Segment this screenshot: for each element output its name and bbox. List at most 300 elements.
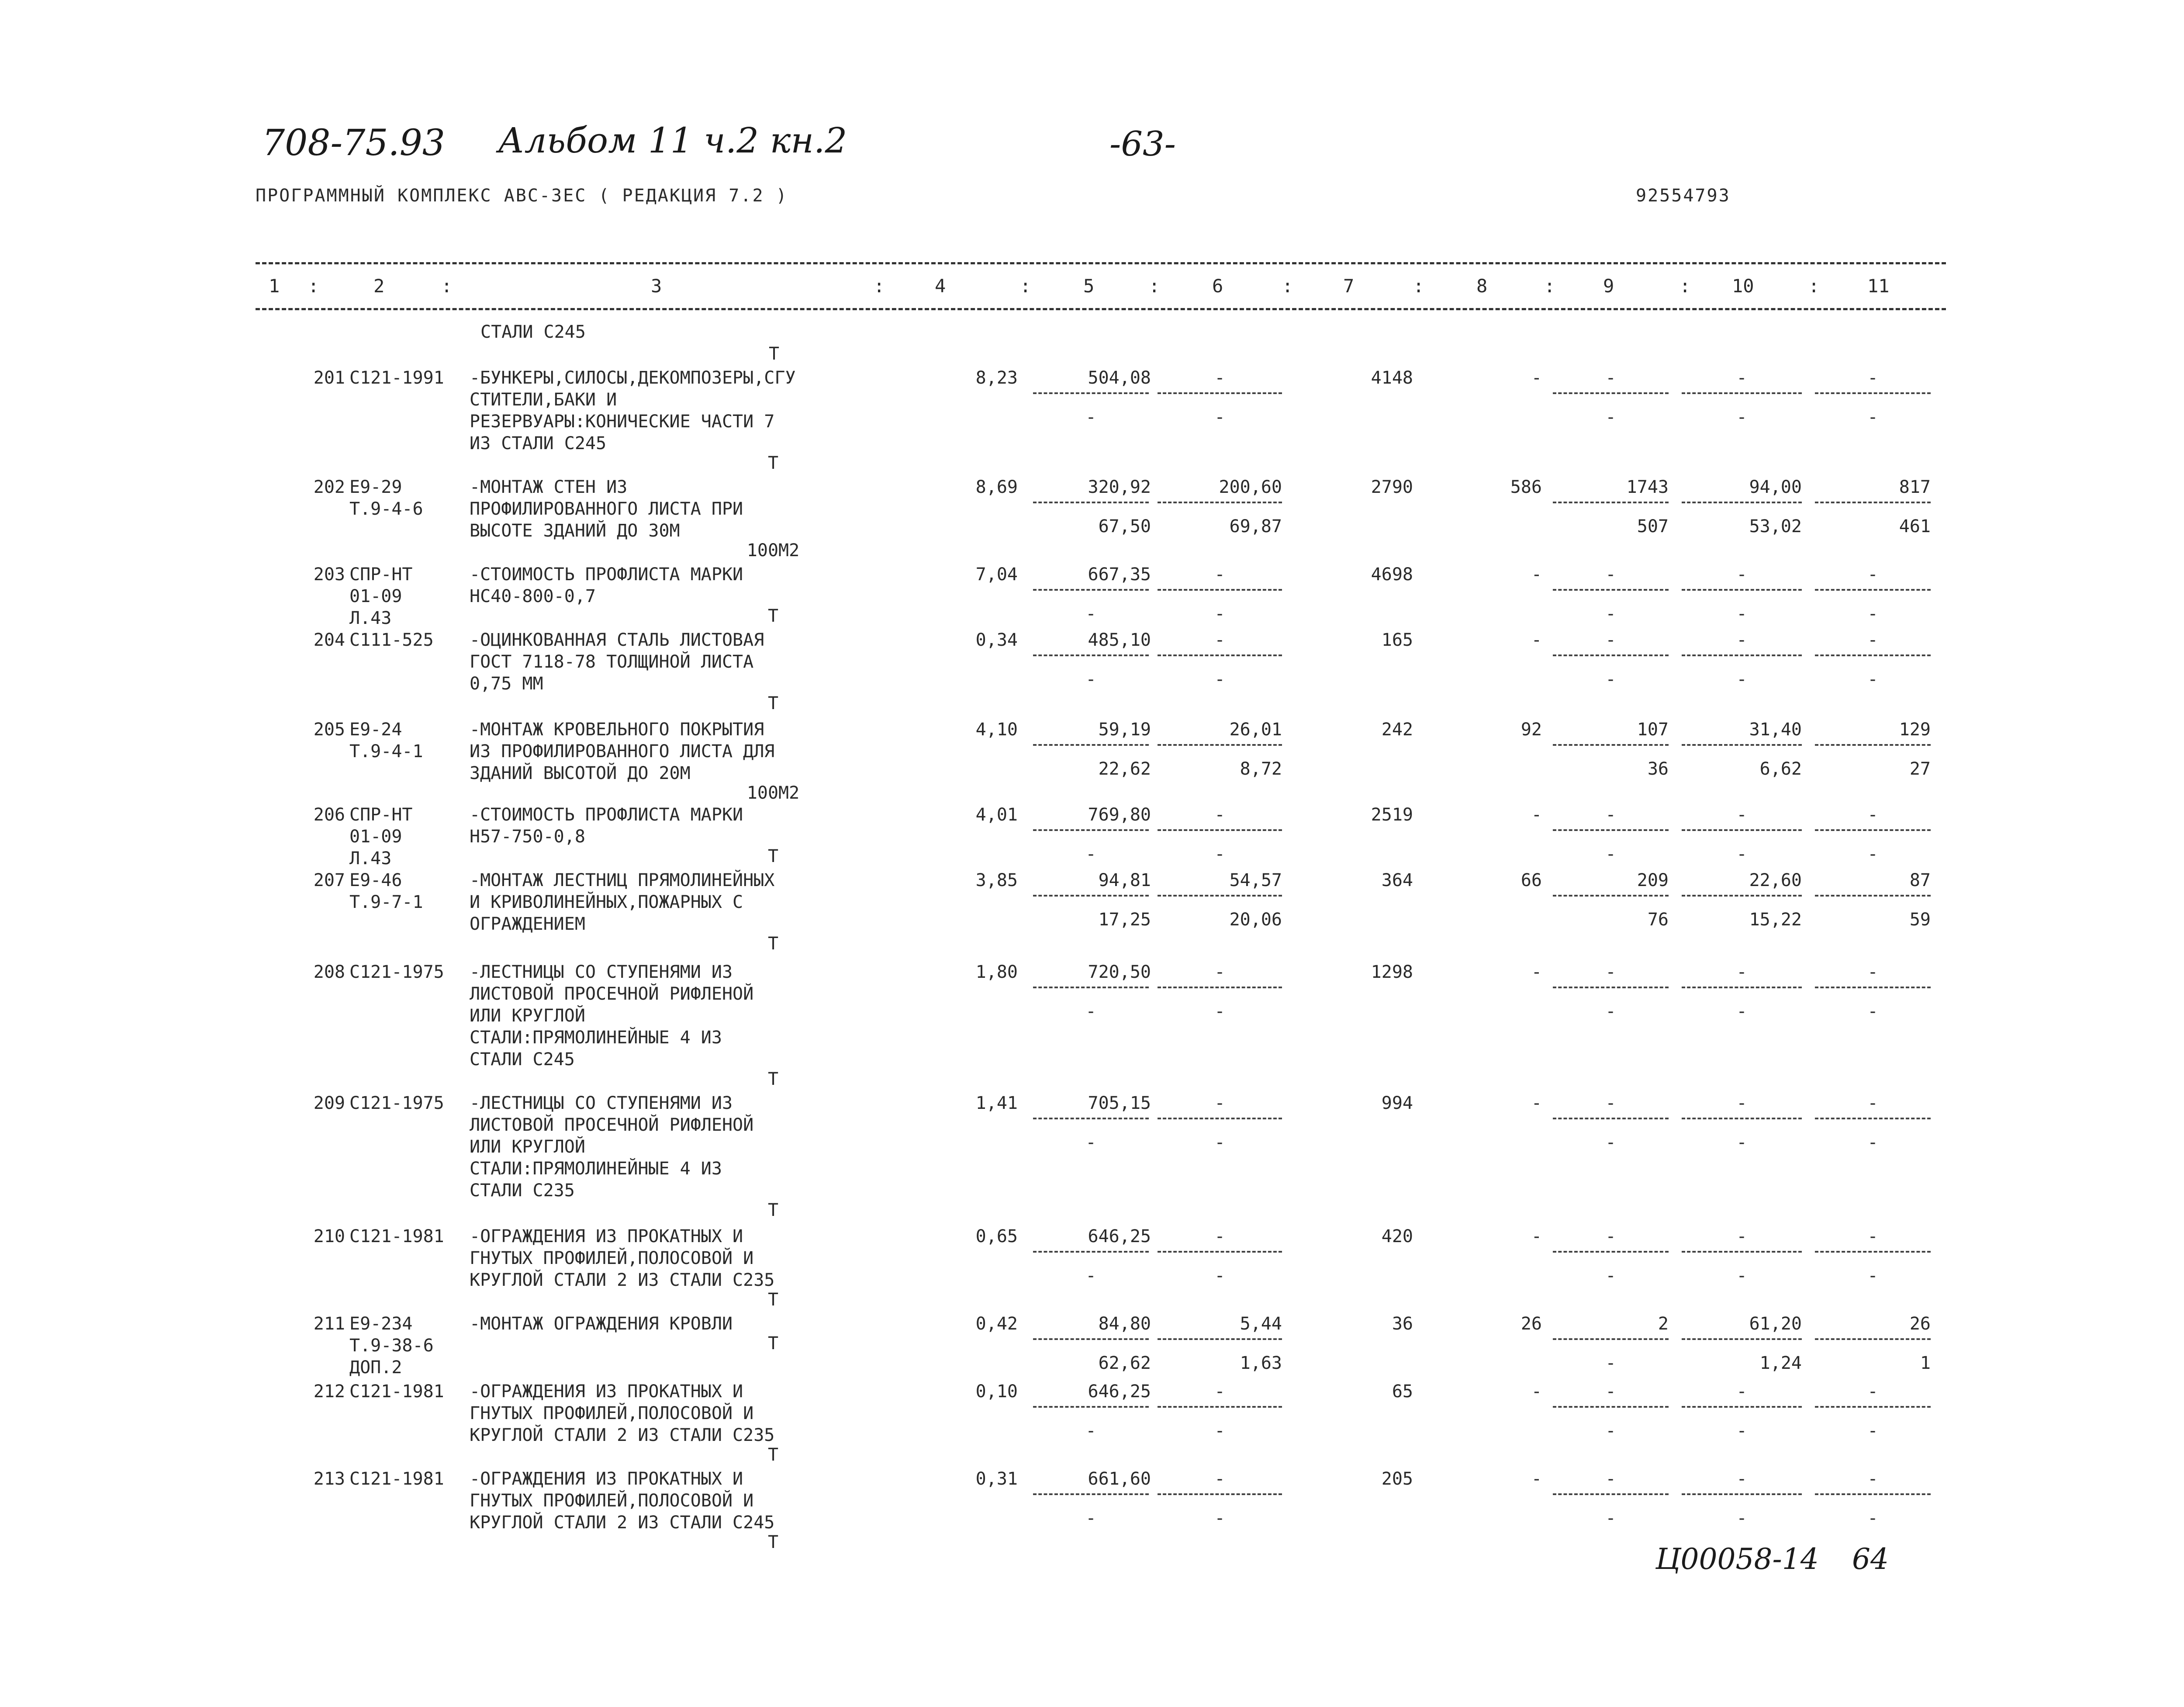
c5-upper-value: 59,19 bbox=[1098, 720, 1151, 740]
c5-lower-value: 22,62 bbox=[1098, 759, 1151, 779]
c5-upper-value: 646,25 bbox=[1088, 1226, 1151, 1246]
wages-value: 66 bbox=[1521, 870, 1542, 890]
c9-upper-value: - bbox=[1605, 962, 1616, 982]
c5-fraction-rule bbox=[1033, 502, 1149, 503]
work-description: И КРИВОЛИНЕЙНЫХ,ПОЖАРНЫХ С bbox=[470, 892, 743, 912]
c10-lower-value: - bbox=[1736, 1266, 1747, 1286]
c9-upper-value: 1743 bbox=[1626, 477, 1669, 497]
column-separator: : bbox=[1544, 275, 1555, 297]
norm-code: С121-1991 bbox=[349, 368, 444, 388]
norm-code: С121-1981 bbox=[349, 1226, 444, 1246]
total-cost-value: 242 bbox=[1381, 720, 1413, 740]
work-description: СТАЛИ:ПРЯМОЛИНЕЙНЫЕ 4 ИЗ bbox=[470, 1159, 722, 1179]
c10-fraction-rule bbox=[1682, 654, 1802, 656]
column-header-1: 1 bbox=[269, 275, 280, 297]
c10-fraction-rule bbox=[1682, 744, 1802, 746]
total-cost-value: 65 bbox=[1392, 1382, 1413, 1402]
work-description: СТАЛИ С235 bbox=[470, 1181, 575, 1201]
work-description: ГНУТЫХ ПРОФИЛЕЙ,ПОЛОСОВОЙ И bbox=[470, 1403, 754, 1423]
c6-lower-value: - bbox=[1214, 1266, 1225, 1286]
work-description: ГНУТЫХ ПРОФИЛЕЙ,ПОЛОСОВОЙ И bbox=[470, 1491, 754, 1511]
work-description: -МОНТАЖ СТЕН ИЗ bbox=[470, 477, 628, 497]
c6-upper-value: 5,44 bbox=[1240, 1314, 1282, 1334]
total-cost-value: 994 bbox=[1381, 1093, 1413, 1113]
work-description: -ОЦИНКОВАННАЯ СТАЛЬ ЛИСТОВАЯ bbox=[470, 630, 764, 650]
row-number: 213 bbox=[313, 1469, 345, 1489]
c5-fraction-rule bbox=[1033, 1493, 1149, 1495]
c11-upper-value: - bbox=[1867, 962, 1878, 982]
work-description: ОГРАЖДЕНИЕМ bbox=[470, 914, 585, 934]
c11-fraction-rule bbox=[1815, 987, 1931, 988]
column-header-8: 8 bbox=[1476, 275, 1488, 297]
c9-fraction-rule bbox=[1553, 1118, 1669, 1119]
wages-value: 586 bbox=[1510, 477, 1542, 497]
quantity-value: 0,34 bbox=[975, 630, 1018, 650]
column-header-4: 4 bbox=[935, 275, 946, 297]
wages-value: - bbox=[1531, 368, 1542, 388]
c11-lower-value: - bbox=[1867, 1132, 1878, 1153]
unit-of-measure: 100М2 bbox=[746, 540, 800, 561]
norm-code: 01-09 bbox=[349, 827, 402, 847]
c9-lower-value: - bbox=[1605, 1132, 1616, 1153]
c11-fraction-rule bbox=[1815, 1493, 1931, 1495]
c11-upper-value: 26 bbox=[1909, 1314, 1931, 1334]
c11-upper-value: - bbox=[1867, 1093, 1878, 1113]
work-description: КРУГЛОЙ СТАЛИ 2 ИЗ СТАЛИ С235 bbox=[470, 1270, 775, 1290]
c10-fraction-rule bbox=[1682, 1406, 1802, 1408]
c5-fraction-rule bbox=[1033, 744, 1149, 746]
c6-lower-value: 8,72 bbox=[1240, 759, 1282, 779]
c6-lower-value: - bbox=[1214, 844, 1225, 864]
norm-code: Т.9-4-6 bbox=[349, 499, 423, 519]
norm-code: Е9-234 bbox=[349, 1314, 413, 1334]
c9-lower-value: - bbox=[1605, 844, 1616, 864]
norm-code: Е9-29 bbox=[349, 477, 402, 497]
c9-upper-value: 209 bbox=[1637, 870, 1669, 890]
quantity-value: 8,23 bbox=[975, 368, 1018, 388]
norm-code: Т.9-7-1 bbox=[349, 892, 423, 912]
column-separator: : bbox=[1413, 275, 1424, 297]
work-description: Н57-750-0,8 bbox=[470, 827, 585, 847]
c5-lower-value: - bbox=[1085, 669, 1096, 689]
wages-value: - bbox=[1531, 630, 1542, 650]
handwritten-album-label: Альбом 11 ч.2 кн.2 bbox=[498, 120, 847, 161]
wages-value: - bbox=[1531, 564, 1542, 585]
quantity-value: 7,04 bbox=[975, 564, 1018, 585]
work-description: ИЛИ КРУГЛОЙ bbox=[470, 1006, 585, 1026]
c10-lower-value: - bbox=[1736, 1001, 1747, 1021]
c10-upper-value: - bbox=[1736, 368, 1747, 388]
quantity-value: 3,85 bbox=[975, 870, 1018, 890]
c6-lower-value: - bbox=[1214, 1132, 1225, 1153]
c10-upper-value: - bbox=[1736, 1093, 1747, 1113]
c11-lower-value: 59 bbox=[1909, 910, 1931, 930]
unit-of-measure: Т bbox=[767, 453, 779, 473]
c10-lower-value: - bbox=[1736, 1421, 1747, 1441]
c6-upper-value: 26,01 bbox=[1229, 720, 1282, 740]
c11-upper-value: 87 bbox=[1909, 870, 1931, 890]
c11-lower-value: - bbox=[1867, 1421, 1878, 1441]
c10-upper-value: - bbox=[1736, 962, 1747, 982]
total-cost-value: 2790 bbox=[1371, 477, 1413, 497]
c6-fraction-rule bbox=[1158, 744, 1282, 746]
c11-upper-value: - bbox=[1867, 630, 1878, 650]
c5-fraction-rule bbox=[1033, 987, 1149, 988]
norm-code: Л.43 bbox=[349, 608, 392, 628]
row-number: 209 bbox=[313, 1093, 345, 1113]
c9-upper-value: - bbox=[1605, 805, 1616, 825]
document-number: 92554793 bbox=[1636, 186, 1731, 206]
c10-fraction-rule bbox=[1682, 502, 1802, 503]
c9-fraction-rule bbox=[1553, 654, 1669, 656]
quantity-value: 4,10 bbox=[975, 720, 1018, 740]
c11-upper-value: - bbox=[1867, 368, 1878, 388]
c6-upper-value: - bbox=[1214, 805, 1225, 825]
c11-lower-value: - bbox=[1867, 604, 1878, 624]
c10-upper-value: 94,00 bbox=[1749, 477, 1802, 497]
c5-upper-value: 320,92 bbox=[1088, 477, 1151, 497]
c10-upper-value: 61,20 bbox=[1749, 1314, 1802, 1334]
wages-value: 92 bbox=[1521, 720, 1542, 740]
row-number: 208 bbox=[313, 962, 345, 982]
c5-lower-value: - bbox=[1085, 844, 1096, 864]
c10-fraction-rule bbox=[1682, 895, 1802, 897]
c5-upper-value: 769,80 bbox=[1088, 805, 1151, 825]
wages-value: - bbox=[1531, 1093, 1542, 1113]
c11-lower-value: 1 bbox=[1920, 1353, 1931, 1373]
c11-fraction-rule bbox=[1815, 1118, 1931, 1119]
c11-upper-value: - bbox=[1867, 1226, 1878, 1246]
unit-of-measure: Т bbox=[767, 1333, 779, 1354]
c11-upper-value: - bbox=[1867, 805, 1878, 825]
c11-lower-value: 27 bbox=[1909, 759, 1931, 779]
c9-fraction-rule bbox=[1553, 1493, 1669, 1495]
c6-fraction-rule bbox=[1158, 895, 1282, 897]
row-number: 204 bbox=[313, 630, 345, 650]
work-description: ЛИСТОВОЙ ПРОСЕЧНОЙ РИФЛЕНОЙ bbox=[470, 1115, 754, 1135]
c11-fraction-rule bbox=[1815, 589, 1931, 591]
c5-lower-value: - bbox=[1085, 1421, 1096, 1441]
c9-fraction-rule bbox=[1553, 895, 1669, 897]
c6-fraction-rule bbox=[1158, 654, 1282, 656]
work-description: НС40-800-0,7 bbox=[470, 586, 596, 606]
column-separator: : bbox=[441, 275, 453, 297]
c9-lower-value: 36 bbox=[1647, 759, 1669, 779]
column-separator: : bbox=[1808, 275, 1820, 297]
c10-fraction-rule bbox=[1682, 1251, 1802, 1253]
c6-lower-value: - bbox=[1214, 604, 1225, 624]
wages-value: - bbox=[1531, 805, 1542, 825]
norm-code: СПР-НТ bbox=[349, 805, 413, 825]
c6-lower-value: - bbox=[1214, 1421, 1225, 1441]
c6-upper-value: - bbox=[1214, 1469, 1225, 1489]
c10-fraction-rule bbox=[1682, 589, 1802, 591]
column-header-7: 7 bbox=[1343, 275, 1355, 297]
c11-lower-value: - bbox=[1867, 1001, 1878, 1021]
norm-code: Т.9-4-1 bbox=[349, 741, 423, 762]
c10-fraction-rule bbox=[1682, 1338, 1802, 1340]
row-number: 212 bbox=[313, 1382, 345, 1402]
c11-fraction-rule bbox=[1815, 392, 1931, 394]
work-description: -МОНТАЖ ОГРАЖДЕНИЯ КРОВЛИ bbox=[470, 1314, 733, 1334]
c11-lower-value: - bbox=[1867, 669, 1878, 689]
norm-code: С121-1981 bbox=[349, 1469, 444, 1489]
wages-value: - bbox=[1531, 1469, 1542, 1489]
c6-lower-value: 1,63 bbox=[1240, 1353, 1282, 1373]
work-description: ВЫСОТЕ ЗДАНИЙ ДО 30М bbox=[470, 521, 680, 541]
c6-fraction-rule bbox=[1158, 829, 1282, 831]
work-description: 0,75 ММ bbox=[470, 674, 543, 694]
unit-of-measure: Т bbox=[767, 1532, 779, 1552]
c5-fraction-rule bbox=[1033, 829, 1149, 831]
c9-upper-value: 2 bbox=[1658, 1314, 1669, 1334]
c6-fraction-rule bbox=[1158, 502, 1282, 503]
work-description: ИЗ СТАЛИ С245 bbox=[470, 433, 607, 454]
c5-upper-value: 84,80 bbox=[1098, 1314, 1151, 1334]
quantity-value: 0,31 bbox=[975, 1469, 1018, 1489]
c9-lower-value: - bbox=[1605, 1266, 1616, 1286]
c10-upper-value: - bbox=[1736, 564, 1747, 585]
c5-fraction-rule bbox=[1033, 589, 1149, 591]
c5-upper-value: 485,10 bbox=[1088, 630, 1151, 650]
unit-of-measure: 100М2 bbox=[746, 783, 800, 803]
c9-lower-value: - bbox=[1605, 1353, 1616, 1373]
c6-lower-value: - bbox=[1214, 669, 1225, 689]
work-description: СТАЛИ:ПРЯМОЛИНЕЙНЫЕ 4 ИЗ bbox=[470, 1028, 722, 1048]
c5-lower-value: - bbox=[1085, 1001, 1096, 1021]
c10-lower-value: - bbox=[1736, 407, 1747, 427]
norm-code: Е9-24 bbox=[349, 720, 402, 740]
c5-upper-value: 94,81 bbox=[1098, 870, 1151, 890]
work-description: ГОСТ 7118-78 ТОЛЩИНОЙ ЛИСТА bbox=[470, 652, 754, 672]
c11-lower-value: 461 bbox=[1899, 516, 1931, 537]
work-description: -ОГРАЖДЕНИЯ ИЗ ПРОКАТНЫХ И bbox=[470, 1382, 743, 1402]
row-number: 201 bbox=[313, 368, 345, 388]
c10-lower-value: - bbox=[1736, 844, 1747, 864]
c9-upper-value: - bbox=[1605, 368, 1616, 388]
norm-code: С121-1975 bbox=[349, 962, 444, 982]
unit-of-measure: Т bbox=[767, 693, 779, 713]
work-description: СТАЛИ С245 bbox=[470, 1049, 575, 1070]
total-cost-value: 420 bbox=[1381, 1226, 1413, 1246]
unit-of-measure: Т bbox=[767, 1290, 779, 1310]
c11-fraction-rule bbox=[1815, 654, 1931, 656]
row-number: 205 bbox=[313, 720, 345, 740]
c9-upper-value: - bbox=[1605, 1469, 1616, 1489]
work-description: -СТОИМОСТЬ ПРОФЛИСТА МАРКИ bbox=[470, 564, 743, 585]
work-description: РЕЗЕРВУАРЫ:КОНИЧЕСКИЕ ЧАСТИ 7 bbox=[470, 412, 775, 432]
c5-lower-value: - bbox=[1085, 1132, 1096, 1153]
total-cost-value: 205 bbox=[1381, 1469, 1413, 1489]
column-separator: : bbox=[874, 275, 885, 297]
column-header-3: 3 bbox=[651, 275, 662, 297]
c6-upper-value: - bbox=[1214, 1093, 1225, 1113]
c5-upper-value: 720,50 bbox=[1088, 962, 1151, 982]
column-separator: : bbox=[308, 275, 319, 297]
work-description: ГНУТЫХ ПРОФИЛЕЙ,ПОЛОСОВОЙ И bbox=[470, 1248, 754, 1268]
c5-fraction-rule bbox=[1033, 1406, 1149, 1408]
norm-code: С121-1981 bbox=[349, 1382, 444, 1402]
c11-lower-value: - bbox=[1867, 1266, 1878, 1286]
total-cost-value: 4148 bbox=[1371, 368, 1413, 388]
wages-value: - bbox=[1531, 962, 1542, 982]
c11-fraction-rule bbox=[1815, 1251, 1931, 1253]
c9-lower-value: - bbox=[1605, 1421, 1616, 1441]
c10-upper-value: - bbox=[1736, 805, 1747, 825]
c11-upper-value: 817 bbox=[1899, 477, 1931, 497]
c5-upper-value: 504,08 bbox=[1088, 368, 1151, 388]
c6-lower-value: - bbox=[1214, 407, 1225, 427]
c9-lower-value: - bbox=[1605, 407, 1616, 427]
row-number: 206 bbox=[313, 805, 345, 825]
continuation-text: СТАЛИ С245 bbox=[480, 322, 586, 342]
norm-code: С111-525 bbox=[349, 630, 434, 650]
c6-fraction-rule bbox=[1158, 1118, 1282, 1119]
c6-fraction-rule bbox=[1158, 987, 1282, 988]
c6-upper-value: 200,60 bbox=[1219, 477, 1282, 497]
work-description: -МОНТАЖ КРОВЕЛЬНОГО ПОКРЫТИЯ bbox=[470, 720, 764, 740]
quantity-value: 4,01 bbox=[975, 805, 1018, 825]
c11-upper-value: - bbox=[1867, 1469, 1878, 1489]
c9-upper-value: 107 bbox=[1637, 720, 1669, 740]
c9-fraction-rule bbox=[1553, 589, 1669, 591]
c5-fraction-rule bbox=[1033, 895, 1149, 897]
c6-lower-value: 20,06 bbox=[1229, 910, 1282, 930]
unit-of-measure: Т bbox=[767, 606, 779, 626]
wages-value: - bbox=[1531, 1382, 1542, 1402]
c11-fraction-rule bbox=[1815, 502, 1931, 503]
c9-lower-value: - bbox=[1605, 1508, 1616, 1528]
c9-fraction-rule bbox=[1553, 987, 1669, 988]
unit-of-measure: Т bbox=[767, 1445, 779, 1465]
column-header-9: 9 bbox=[1603, 275, 1614, 297]
handwritten-page-number: -63- bbox=[1109, 125, 1176, 164]
row-number: 211 bbox=[313, 1314, 345, 1334]
c9-fraction-rule bbox=[1553, 744, 1669, 746]
c11-fraction-rule bbox=[1815, 1338, 1931, 1340]
c9-fraction-rule bbox=[1553, 1406, 1669, 1408]
handwritten-doc-code: 708-75.93 bbox=[262, 122, 445, 164]
c6-lower-value: 69,87 bbox=[1229, 516, 1282, 537]
column-header-10: 10 bbox=[1732, 275, 1754, 297]
column-separator: : bbox=[1679, 275, 1691, 297]
c6-fraction-rule bbox=[1158, 1406, 1282, 1408]
c11-upper-value: - bbox=[1867, 1382, 1878, 1402]
c6-upper-value: - bbox=[1214, 1382, 1225, 1402]
work-description: КРУГЛОЙ СТАЛИ 2 ИЗ СТАЛИ С245 bbox=[470, 1513, 775, 1533]
c11-lower-value: - bbox=[1867, 1508, 1878, 1528]
c5-fraction-rule bbox=[1033, 654, 1149, 656]
continuation-unit: Т bbox=[769, 344, 780, 364]
c10-lower-value: 6,62 bbox=[1759, 759, 1802, 779]
quantity-value: 0,42 bbox=[975, 1314, 1018, 1334]
c9-fraction-rule bbox=[1553, 392, 1669, 394]
work-description: ИЗ ПРОФИЛИРОВАННОГО ЛИСТА ДЛЯ bbox=[470, 741, 775, 762]
row-number: 207 bbox=[313, 870, 345, 890]
c11-fraction-rule bbox=[1815, 744, 1931, 746]
column-separator: : bbox=[1282, 275, 1293, 297]
c5-lower-value: - bbox=[1085, 1508, 1096, 1528]
handwritten-stamp: Ц00058-14 bbox=[1655, 1542, 1819, 1576]
quantity-value: 0,65 bbox=[975, 1226, 1018, 1246]
c5-fraction-rule bbox=[1033, 392, 1149, 394]
c5-fraction-rule bbox=[1033, 1251, 1149, 1253]
c11-lower-value: - bbox=[1867, 844, 1878, 864]
total-cost-value: 165 bbox=[1381, 630, 1413, 650]
work-description: КРУГЛОЙ СТАЛИ 2 ИЗ СТАЛИ С235 bbox=[470, 1425, 775, 1445]
c10-lower-value: - bbox=[1736, 604, 1747, 624]
total-cost-value: 4698 bbox=[1371, 564, 1413, 585]
c5-upper-value: 667,35 bbox=[1088, 564, 1151, 585]
norm-code: Л.43 bbox=[349, 848, 392, 869]
unit-of-measure: Т bbox=[767, 846, 779, 866]
unit-of-measure: Т bbox=[767, 934, 779, 954]
c9-fraction-rule bbox=[1553, 1338, 1669, 1340]
column-header-11: 11 bbox=[1867, 275, 1890, 297]
c6-upper-value: - bbox=[1214, 564, 1225, 585]
c5-lower-value: - bbox=[1085, 1266, 1096, 1286]
row-number: 202 bbox=[313, 477, 345, 497]
column-separator: : bbox=[1020, 275, 1031, 297]
work-description: -СТОИМОСТЬ ПРОФЛИСТА МАРКИ bbox=[470, 805, 743, 825]
c10-upper-value: - bbox=[1736, 1226, 1747, 1246]
norm-code: 01-09 bbox=[349, 586, 402, 606]
c11-fraction-rule bbox=[1815, 895, 1931, 897]
c6-upper-value: - bbox=[1214, 630, 1225, 650]
c9-upper-value: - bbox=[1605, 1093, 1616, 1113]
c5-lower-value: - bbox=[1085, 604, 1096, 624]
row-number: 210 bbox=[313, 1226, 345, 1246]
c11-upper-value: 129 bbox=[1899, 720, 1931, 740]
quantity-value: 1,80 bbox=[975, 962, 1018, 982]
c10-lower-value: 15,22 bbox=[1749, 910, 1802, 930]
total-cost-value: 36 bbox=[1392, 1314, 1413, 1334]
work-description: -БУНКЕРЫ,СИЛОСЫ,ДЕКОМПОЗЕРЫ,СГУ bbox=[470, 368, 796, 388]
work-description: ИЛИ КРУГЛОЙ bbox=[470, 1137, 585, 1157]
c9-upper-value: - bbox=[1605, 630, 1616, 650]
c6-fraction-rule bbox=[1158, 1338, 1282, 1340]
c6-upper-value: - bbox=[1214, 1226, 1225, 1246]
work-description: -ЛЕСТНИЦЫ СО СТУПЕНЯМИ ИЗ bbox=[470, 962, 733, 982]
c10-upper-value: - bbox=[1736, 1469, 1747, 1489]
unit-of-measure: Т bbox=[767, 1069, 779, 1089]
work-description: ЗДАНИЙ ВЫСОТОЙ ДО 20М bbox=[470, 763, 691, 783]
c5-lower-value: - bbox=[1085, 407, 1096, 427]
handwritten-sheet-number: 64 bbox=[1852, 1542, 1889, 1576]
c9-lower-value: 507 bbox=[1637, 516, 1669, 537]
c10-fraction-rule bbox=[1682, 829, 1802, 831]
c10-upper-value: 31,40 bbox=[1749, 720, 1802, 740]
c6-lower-value: - bbox=[1214, 1508, 1225, 1528]
norm-code: ДОП.2 bbox=[349, 1357, 402, 1378]
norm-code: Т.9-38-6 bbox=[349, 1336, 434, 1356]
quantity-value: 1,41 bbox=[975, 1093, 1018, 1113]
c10-upper-value: 22,60 bbox=[1749, 870, 1802, 890]
c5-fraction-rule bbox=[1033, 1118, 1149, 1119]
c9-lower-value: - bbox=[1605, 1001, 1616, 1021]
total-cost-value: 364 bbox=[1381, 870, 1413, 890]
row-number: 203 bbox=[313, 564, 345, 585]
wages-value: 26 bbox=[1521, 1314, 1542, 1334]
c10-fraction-rule bbox=[1682, 392, 1802, 394]
total-cost-value: 1298 bbox=[1371, 962, 1413, 982]
c9-upper-value: - bbox=[1605, 1226, 1616, 1246]
c6-lower-value: - bbox=[1214, 1001, 1225, 1021]
c5-upper-value: 661,60 bbox=[1088, 1469, 1151, 1489]
c5-upper-value: 705,15 bbox=[1088, 1093, 1151, 1113]
wages-value: - bbox=[1531, 1226, 1542, 1246]
work-description: ПРОФИЛИРОВАННОГО ЛИСТА ПРИ bbox=[470, 499, 743, 519]
